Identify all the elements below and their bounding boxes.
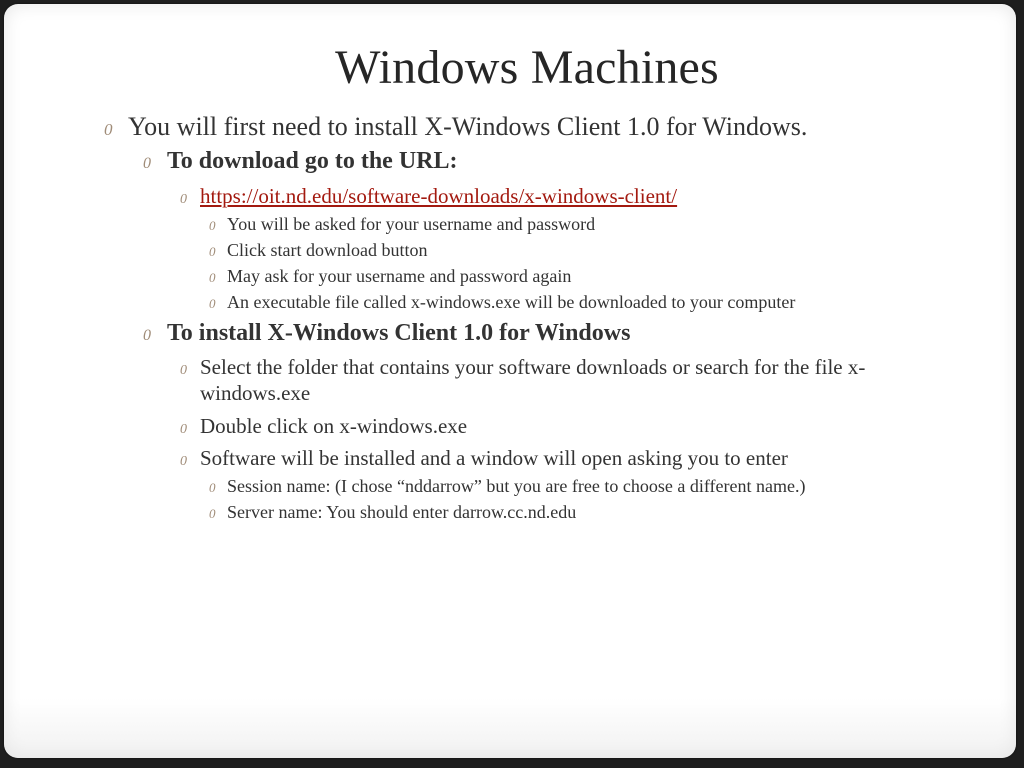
bullet-text: May ask for your username and password again <box>227 266 572 286</box>
bullet-item-level-4 <box>209 476 805 497</box>
bullet-item-level-1 <box>104 112 807 142</box>
bullet-item-level-3 <box>180 414 467 439</box>
slide <box>4 4 1016 758</box>
bullet-item-level-4 <box>209 240 427 261</box>
bullet-item-level-2 <box>143 148 458 175</box>
bullet-marker: 0 <box>143 155 151 172</box>
bullet-item-level-4 <box>209 292 795 313</box>
bullet-marker: 0 <box>209 296 216 311</box>
bullet-text: Click start download button <box>227 240 428 260</box>
bullet-item-level-3 <box>180 446 788 471</box>
bullet-text: You will be asked for your username and password <box>227 214 596 234</box>
bullet-item-level-3 <box>180 354 920 406</box>
bullet-item-level-2 <box>143 320 630 347</box>
bullet-item-level-3 <box>180 184 677 209</box>
bullet-marker: 0 <box>180 422 187 437</box>
bullet-marker: 0 <box>209 506 216 521</box>
bullet-text: Software will be installed and a window will open asking you to enter <box>200 446 788 470</box>
bullet-marker: 0 <box>104 120 113 139</box>
bullet-marker: 0 <box>180 363 187 378</box>
slide-title: Windows Machines <box>335 41 719 94</box>
bullet-marker: 0 <box>143 327 151 344</box>
bullet-item-level-4 <box>209 266 571 287</box>
bullet-item-level-4 <box>209 214 595 235</box>
bullet-text: Session name: (I chose “nddarrow” but you are free to choose a different name.) <box>227 476 806 496</box>
bullet-text: You will first need to install X-Windows Client 1.0 for Windows. <box>128 112 808 141</box>
bullet-text: To install X-Windows Client 1.0 for Windows <box>167 320 631 346</box>
bullet-marker: 0 <box>209 244 216 259</box>
bullet-item-level-4 <box>209 502 576 523</box>
bullet-text: To download go to the URL: <box>167 148 458 174</box>
bullet-text: Select the folder that contains your software downloads or search for the file x-windows.exe <box>200 355 866 405</box>
bullet-text: Double click on x-windows.exe <box>200 414 468 438</box>
download-url-link[interactable]: https://oit.nd.edu/software-downloads/x-windows-client/ <box>200 184 678 208</box>
bullet-marker: 0 <box>209 480 216 495</box>
bullet-marker: 0 <box>180 192 187 207</box>
bullet-marker: 0 <box>209 270 216 285</box>
bullet-text: An executable file called x-windows.exe will be downloaded to your computer <box>227 292 796 312</box>
bullet-marker: 0 <box>180 454 187 469</box>
bullet-marker: 0 <box>209 218 216 233</box>
bullet-text: Server name: You should enter darrow.cc.nd.edu <box>227 502 577 522</box>
